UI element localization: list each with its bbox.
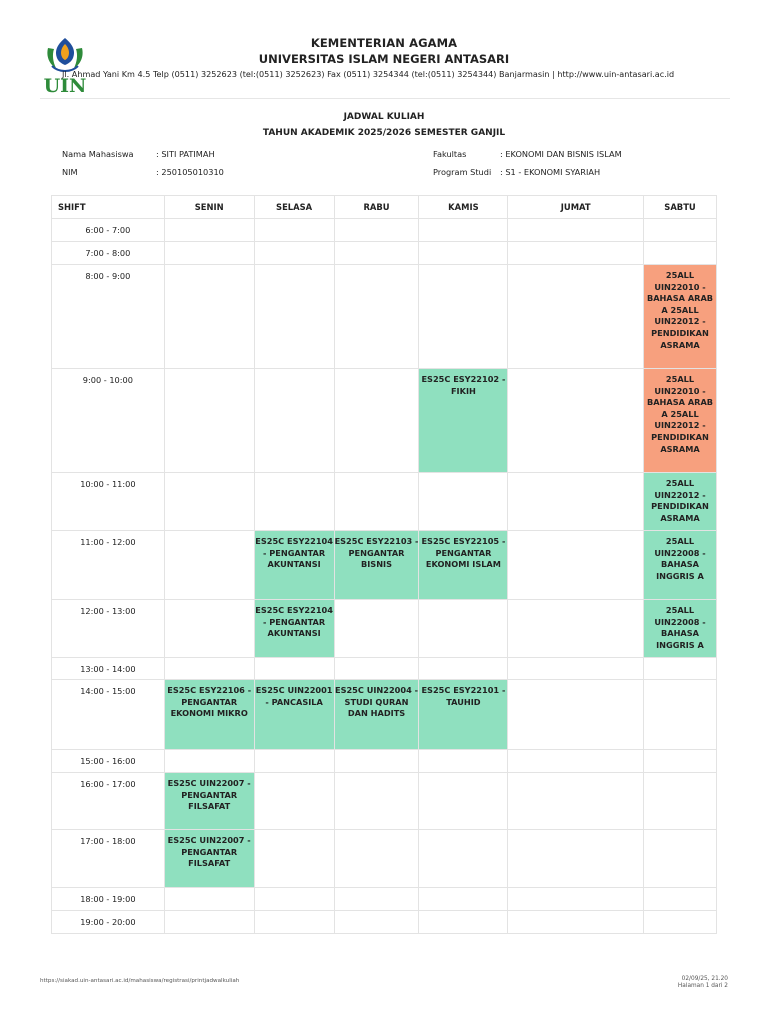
schedule-cell: [644, 219, 717, 242]
schedule-cell: [419, 773, 508, 830]
schedule-cell: [164, 219, 254, 242]
footer-datetime: 02/09/25, 21.20: [681, 976, 728, 982]
schedule-cell: [164, 888, 254, 911]
table-row: [52, 473, 717, 531]
schedule-cell: [508, 531, 644, 600]
col-header-jumat: JUMAT: [508, 196, 644, 219]
shift-time: 13:00 - 14:00: [52, 658, 165, 680]
schedule-cell: [508, 830, 644, 888]
col-header-senin: SENIN: [164, 196, 254, 219]
schedule-cell: [164, 750, 254, 773]
course-cell: ES25C UIN22007 - PENGANTAR FILSAFAT: [164, 773, 254, 830]
shift-time: 11:00 - 12:00: [52, 531, 165, 600]
footer-url: https://siakad.uin-antasari.ac.id/mahasiswa/registrasi/printjadwalkuliah: [40, 978, 240, 984]
schedule-cell: [508, 911, 644, 934]
schedule-cell: [334, 219, 419, 242]
schedule-cell: [419, 658, 508, 680]
footer-print-info: [678, 976, 728, 990]
schedule-cell: [508, 750, 644, 773]
schedule-cell: [508, 888, 644, 911]
schedule-cell: [334, 830, 419, 888]
schedule-cell: [254, 888, 334, 911]
schedule-cell: [334, 242, 419, 265]
schedule-cell: [644, 658, 717, 680]
table-row: [52, 242, 717, 265]
schedule-cell: [419, 888, 508, 911]
schedule-table: [51, 195, 717, 934]
table-row: [52, 750, 717, 773]
schedule-cell: [508, 600, 644, 658]
schedule-cell: [644, 911, 717, 934]
schedule-cell: [334, 750, 419, 773]
course-cell: 25ALL UIN22010 - BAHASA ARAB A 25ALL UIN22012 - PENDIDIKAN ASRAMA: [644, 265, 717, 369]
schedule-cell: [164, 265, 254, 369]
program-value: : S1 - EKONOMI SYARIAH: [500, 167, 601, 177]
schedule-cell: [254, 242, 334, 265]
schedule-cell: [419, 830, 508, 888]
schedule-cell: [508, 369, 644, 473]
schedule-cell: [419, 265, 508, 369]
schedule-cell: [254, 473, 334, 531]
schedule-cell: [254, 265, 334, 369]
schedule-cell: [508, 219, 644, 242]
table-row: [52, 911, 717, 934]
schedule-cell: [254, 911, 334, 934]
course-cell: ES25C ESY22104 - PENGANTAR AKUNTANSI: [254, 531, 334, 600]
name-value: : SITI PATIMAH: [156, 149, 215, 159]
course-cell: ES25C UIN22001 - PANCASILA: [254, 680, 334, 750]
university-name: UNIVERSITAS ISLAM NEGERI ANTASARI: [258, 52, 510, 66]
schedule-cell: [508, 773, 644, 830]
schedule-cell: [334, 473, 419, 531]
table-row: [52, 888, 717, 911]
schedule-cell: [334, 888, 419, 911]
schedule-cell: [254, 773, 334, 830]
program-label: Program Studi: [433, 167, 492, 177]
table-row: [52, 773, 717, 830]
schedule-cell: [164, 600, 254, 658]
schedule-cell: [334, 911, 419, 934]
shift-time: 12:00 - 13:00: [52, 600, 165, 658]
schedule-cell: [419, 600, 508, 658]
schedule-cell: [644, 773, 717, 830]
footer-page-number: Halaman 1 dari 2: [677, 983, 728, 989]
schedule-cell: [644, 830, 717, 888]
ministry-name: KEMENTERIAN AGAMA: [310, 36, 458, 50]
schedule-cell: [334, 773, 419, 830]
schedule-cell: [508, 658, 644, 680]
shift-time: 18:00 - 19:00: [52, 888, 165, 911]
course-cell: ES25C ESY22101 - TAUHID: [419, 680, 508, 750]
nim-value: : 250105010310: [156, 167, 224, 177]
schedule-cell: [164, 531, 254, 600]
schedule-cell: [644, 242, 717, 265]
col-header-selasa: SELASA: [254, 196, 334, 219]
nim-label: NIM: [62, 167, 78, 177]
schedule-cell: [508, 473, 644, 531]
shift-time: 9:00 - 10:00: [52, 369, 165, 473]
letterhead: [40, 30, 730, 98]
faculty-label: Fakultas: [433, 149, 467, 159]
col-header-shift: SHIFT: [52, 196, 165, 219]
course-cell: 25ALL UIN22008 - BAHASA INGGRIS A: [644, 531, 717, 600]
course-cell: 25ALL UIN22010 - BAHASA ARAB A 25ALL UIN22012 - PENDIDIKAN ASRAMA: [644, 369, 717, 473]
schedule-cell: [334, 658, 419, 680]
schedule-cell: [164, 658, 254, 680]
schedule-cell: [254, 369, 334, 473]
shift-time: 10:00 - 11:00: [52, 473, 165, 531]
schedule-cell: [419, 750, 508, 773]
schedule-cell: [254, 658, 334, 680]
schedule-cell: [644, 680, 717, 750]
schedule-cell: [644, 750, 717, 773]
course-cell: ES25C ESY22105 - PENGANTAR EKONOMI ISLAM: [419, 531, 508, 600]
document-title: JADWAL KULIAH: [343, 112, 425, 122]
schedule-cell: [419, 473, 508, 531]
schedule-cell: [508, 265, 644, 369]
svg-text:UIN: UIN: [43, 75, 87, 94]
course-cell: ES25C ESY22102 - FIKIH: [419, 369, 508, 473]
col-header-sabtu: SABTU: [644, 196, 717, 219]
schedule-cell: [334, 369, 419, 473]
academic-year-title: TAHUN AKADEMIK 2025/2026 SEMESTER GANJIL: [262, 128, 506, 138]
table-row: [52, 658, 717, 680]
table-row: [52, 600, 717, 658]
course-cell: 25ALL UIN22012 - PENDIDIKAN ASRAMA: [644, 473, 717, 531]
schedule-cell: [419, 219, 508, 242]
shift-time: 8:00 - 9:00: [52, 265, 165, 369]
schedule-cell: [419, 242, 508, 265]
schedule-cell: [334, 265, 419, 369]
shift-time: 14:00 - 15:00: [52, 680, 165, 750]
table-row: [52, 369, 717, 473]
shift-time: 17:00 - 18:00: [52, 830, 165, 888]
schedule-cell: [419, 911, 508, 934]
schedule-cell: [334, 600, 419, 658]
col-header-kamis: KAMIS: [419, 196, 508, 219]
course-cell: ES25C ESY22103 - PENGANTAR BISNIS: [334, 531, 419, 600]
schedule-cell: [164, 473, 254, 531]
shift-time: 16:00 - 17:00: [52, 773, 165, 830]
table-row: [52, 265, 717, 369]
university-address: Jl. Ahmad Yani Km 4.5 Telp (0511) 3252623 (tel:(0511) 3252623) Fax (0511) 3254344 (tel:(0511) 3254344) Banjarmasin | http://www.uin-antasari.ac.id: [62, 69, 675, 79]
schedule-cell: [164, 369, 254, 473]
col-header-rabu: RABU: [334, 196, 419, 219]
course-cell: ES25C UIN22004 - STUDI QURAN DAN HADITS: [334, 680, 419, 750]
shift-time: 6:00 - 7:00: [52, 219, 165, 242]
schedule-cell: [644, 888, 717, 911]
schedule-cell: [254, 750, 334, 773]
schedule-cell: [508, 680, 644, 750]
table-row: [52, 830, 717, 888]
table-row: [52, 531, 717, 600]
shift-time: 19:00 - 20:00: [52, 911, 165, 934]
shift-time: 15:00 - 16:00: [52, 750, 165, 773]
schedule-cell: [164, 242, 254, 265]
table-row: [52, 219, 717, 242]
name-label: Nama Mahasiswa: [62, 149, 134, 159]
schedule-cell: [508, 242, 644, 265]
course-cell: 25ALL UIN22008 - BAHASA INGGRIS A: [644, 600, 717, 658]
schedule-cell: [254, 219, 334, 242]
schedule-cell: [254, 830, 334, 888]
schedule-header-row: [52, 196, 717, 219]
table-row: [52, 680, 717, 750]
course-cell: ES25C UIN22007 - PENGANTAR FILSAFAT: [164, 830, 254, 888]
shift-time: 7:00 - 8:00: [52, 242, 165, 265]
course-cell: ES25C ESY22104 - PENGANTAR AKUNTANSI: [254, 600, 334, 658]
course-cell: ES25C ESY22106 - PENGANTAR EKONOMI MIKRO: [164, 680, 254, 750]
header-divider: [40, 98, 730, 99]
schedule-cell: [164, 911, 254, 934]
faculty-value: : EKONOMI DAN BISNIS ISLAM: [500, 149, 622, 159]
